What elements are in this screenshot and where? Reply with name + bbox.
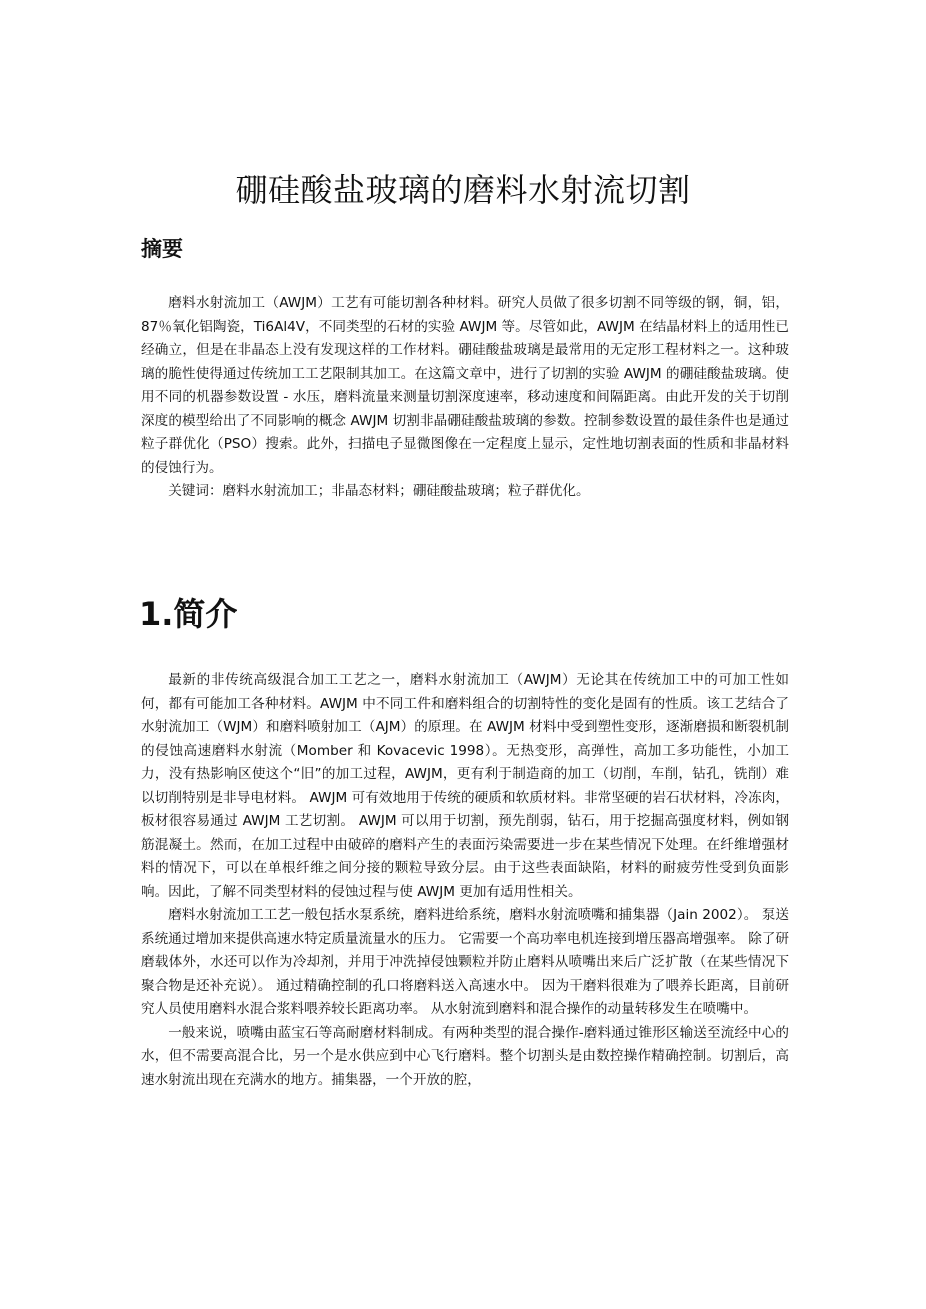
intro-paragraph-3: 一般来说，喷嘴由蓝宝石等高耐磨材料制成。有两种类型的混合操作-磨料通过锥形区输送至流经中心的水，但不需要高混合比，另一个是水供应到中心飞行磨料。整个切割头是由数控操作精确控制。切割后，高速水射流出现在充满水的地方。捕集器，一个开放的腔， — [141, 1024, 789, 1088]
intro-paragraph-1: 最新的非传统高级混合加工工艺之一，磨料水射流加工（AWJM）无论其在传统加工中的可加工性如何，都有可能加工各种材料。AWJM 中不同工件和磨料组合的切割特性的变化是固有的性质。该工艺结合了水射流加工（WJM）和磨料喷射加工（AJM）的原理。在 AWJM 材料中受到塑性变形，逐渐磨损和断裂机制的侵蚀高速磨料水射流（Momber 和 Kovacevic 1998）。无热变形，高弹性，高加工多功能性，小加工力，没有热影响区使这个“旧”的加工过程，AWJM，更有利于制造商的加工（切削，车削，钻孔，铣削）难以切削特别是非导电材料。 AWJM 可有效地用于传统的硬质和软质材料。非常坚硬的岩石状材料，冷冻肉，板材很容易通过 AWJM 工艺切割。 AWJM 可以用于切割，预先削弱，钻石，用于挖掘高强度材料，例如钢筋混凝土。然而，在加工过程中由破碎的磨料产生的表面污染需要进一步在某些情况下处理。在纤维增强材料的情况下，可以在单根纤维之间分接的颗粒导致分层。由于这些表面缺陷，材料的耐疲劳性受到负面影响。因此，了解不同类型材料的侵蚀过程与使 AWJM 更加有适用性相关。 — [141, 672, 789, 900]
intro-paragraph-2: 磨料水射流加工工艺一般包括水泵系统，磨料进给系统，磨料水射流喷嘴和捕集器（Jain 2002）。 泵送系统通过增加来提供高速水特定质量流量水的压力。 它需要一个高功率电机连接到增压器高增强率。 除了研磨载体外，水还可以作为冷却剂，并用于冲洗掉侵蚀颗粒并防止磨料从喷嘴出来后广泛扩散（在某些情况下聚合物是还补充说）。 通过精确控制的孔口将磨料送入高速水中。 因为干磨料很难为了喂养长距离，目前研究人员使用磨料水混合浆料喂养较长距离功率。 从水射流到磨料和混合操作的动量转移发生在喷嘴中。 — [141, 907, 789, 1017]
abstract-body: 磨料水射流加工（AWJM）工艺有可能切割各种材料。研究人员做了很多切割不同等级的钢，铜，铝，87％氧化铝陶瓷，Ti6Al4V，不同类型的石材的实验 AWJM 等。尽管如此，AWJM 在结晶材料上的适用性已经确立，但是在非晶态上没有发现这样的工作材料。硼硅酸盐玻璃是最常用的无定形工程材料之一。这种玻璃的脆性使得通过传统加工工艺限制其加工。在这篇文章中，进行了切割的实验 AWJM 的硼硅酸盐玻璃。使用不同的机器参数设置 - 水压，磨料流量来测量切割深度速率，移动速度和间隔距离。由此开发的关于切削深度的模型给出了不同影响的概念 AWJM 切割非晶硼硅酸盐玻璃的参数。控制参数设置的最佳条件也是通过粒子群优化（PSO）搜索。此外，扫描电子显微图像在一定程度上显示，定性地切割表面的性质和非晶材料的侵蚀行为。 — [141, 295, 789, 476]
keywords-line: 关键词：磨料水射流加工；非晶态材料；硼硅酸盐玻璃；粒子群优化。 — [168, 483, 590, 499]
introduction-section — [141, 669, 789, 1092]
abstract-section — [141, 292, 789, 504]
abstract-heading: 摘要 — [141, 237, 183, 261]
introduction-heading: 1.简介 — [139, 595, 238, 633]
document-title: 硼硅酸盐玻璃的磨料水射流切割 — [235, 171, 691, 210]
